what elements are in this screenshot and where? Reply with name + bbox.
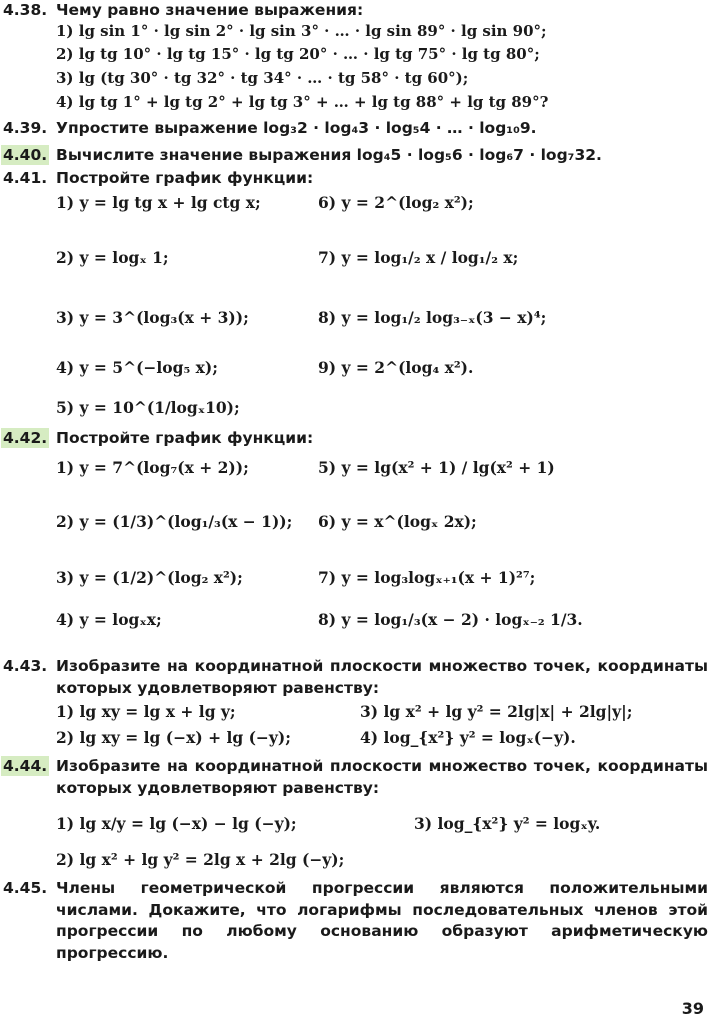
problem-text: Члены геометрической прогрессии являются положительными числами. Докажите, что логарифмы последовательных членов этой прогрессии по любому основанию образуют арифметическую прогрессию.	[56, 879, 708, 962]
page-number: 39	[681, 999, 704, 1018]
formula-line: 4) lg tg 1° + lg tg 2° + lg tg 3° + … + lg tg 88° + lg tg 89°?	[56, 93, 549, 111]
problem-title: Постройте график функции:	[56, 169, 314, 187]
formula-item: 4) log_{x²} y² = logₓ(−y).	[360, 728, 576, 747]
formula-item: 1) y = 7^(log₇(x + 2));	[56, 458, 249, 477]
formula-item: 3) y = (1/2)^(log₂ x²);	[56, 568, 243, 587]
formula-item: 9) y = 2^(log₄ x²).	[318, 358, 474, 377]
formula-item: 1) lg xy = lg x + lg y;	[56, 702, 236, 721]
formula-item: 3) log_{x²} y² = logₓy.	[414, 814, 601, 833]
problem-number: 4.40.	[3, 146, 48, 164]
formula-item: 4) y = 5^(−log₅ x);	[56, 358, 218, 377]
problem-number: 4.45.	[3, 879, 48, 897]
problem-number: 4.39.	[3, 119, 48, 137]
formula-item: 7) y = log₁/₂ x / log₁/₂ x;	[318, 248, 519, 267]
problem-title: Чему равно значение выражения:	[56, 1, 364, 19]
formula-item: 2) y = logₓ 1;	[56, 248, 169, 267]
formula-item: 4) y = logₓx;	[56, 610, 162, 629]
problem-number: 4.38.	[3, 1, 48, 19]
problem-text: Изобразите на координатной плоскости множество точек, координаты которых удовлетворяют равенству:	[56, 657, 708, 697]
formula-item: 1) y = lg tg x + lg ctg x;	[56, 193, 261, 212]
formula-line: 1) lg sin 1° · lg sin 2° · lg sin 3° · … · lg sin 89° · lg sin 90°;	[56, 22, 547, 40]
formula-item: 3) lg x² + lg y² = 2lg|x| + 2lg|y|;	[360, 702, 633, 721]
formula-item: 2) lg xy = lg (−x) + lg (−y);	[56, 728, 291, 747]
formula-item: 1) lg x/y = lg (−x) − lg (−y);	[56, 814, 297, 833]
formula-item: 6) y = 2^(log₂ x²);	[318, 193, 474, 212]
problem-number: 4.42.	[3, 429, 48, 447]
problem-text: Упростите выражение log₃2 · log₄3 · log₅4 · … · log₁₀9.	[56, 119, 537, 137]
formula-item: 5) y = 10^(1/logₓ10);	[56, 398, 240, 417]
formula-line: 3) lg (tg 30° · tg 32° · tg 34° · … · tg 58° · tg 60°);	[56, 69, 469, 87]
problem-title: Постройте график функции:	[56, 429, 314, 447]
formula-item: 2) lg x² + lg y² = 2lg x + 2lg (−y);	[56, 850, 345, 869]
formula-item: 8) y = log₁/₂ log₃₋ₓ(3 − x)⁴;	[318, 308, 547, 327]
formula-item: 3) y = 3^(log₃(x + 3));	[56, 308, 249, 327]
formula-line: 2) lg tg 10° · lg tg 15° · lg tg 20° · … · lg tg 75° · lg tg 80°;	[56, 45, 540, 63]
formula-item: 5) y = lg(x² + 1) / lg(x² + 1)	[318, 458, 555, 477]
problem-text: Вычислите значение выражения log₄5 · log₅6 · log₆7 · log₇32.	[56, 146, 602, 164]
problem-text: Изобразите на координатной плоскости множество точек, координаты которых удовлетворяют равенству:	[56, 757, 708, 797]
formula-item: 6) y = x^(logₓ 2x);	[318, 512, 477, 531]
problem-number: 4.41.	[3, 169, 48, 187]
problem-number: 4.43.	[3, 657, 48, 675]
problem-number: 4.44.	[3, 757, 48, 775]
formula-item: 2) y = (1/3)^(log₁/₃(x − 1));	[56, 512, 293, 531]
formula-item: 8) y = log₁/₃(x − 2) · logₓ₋₂ 1/3.	[318, 610, 583, 629]
formula-item: 7) y = log₃logₓ₊₁(x + 1)²⁷;	[318, 568, 536, 587]
